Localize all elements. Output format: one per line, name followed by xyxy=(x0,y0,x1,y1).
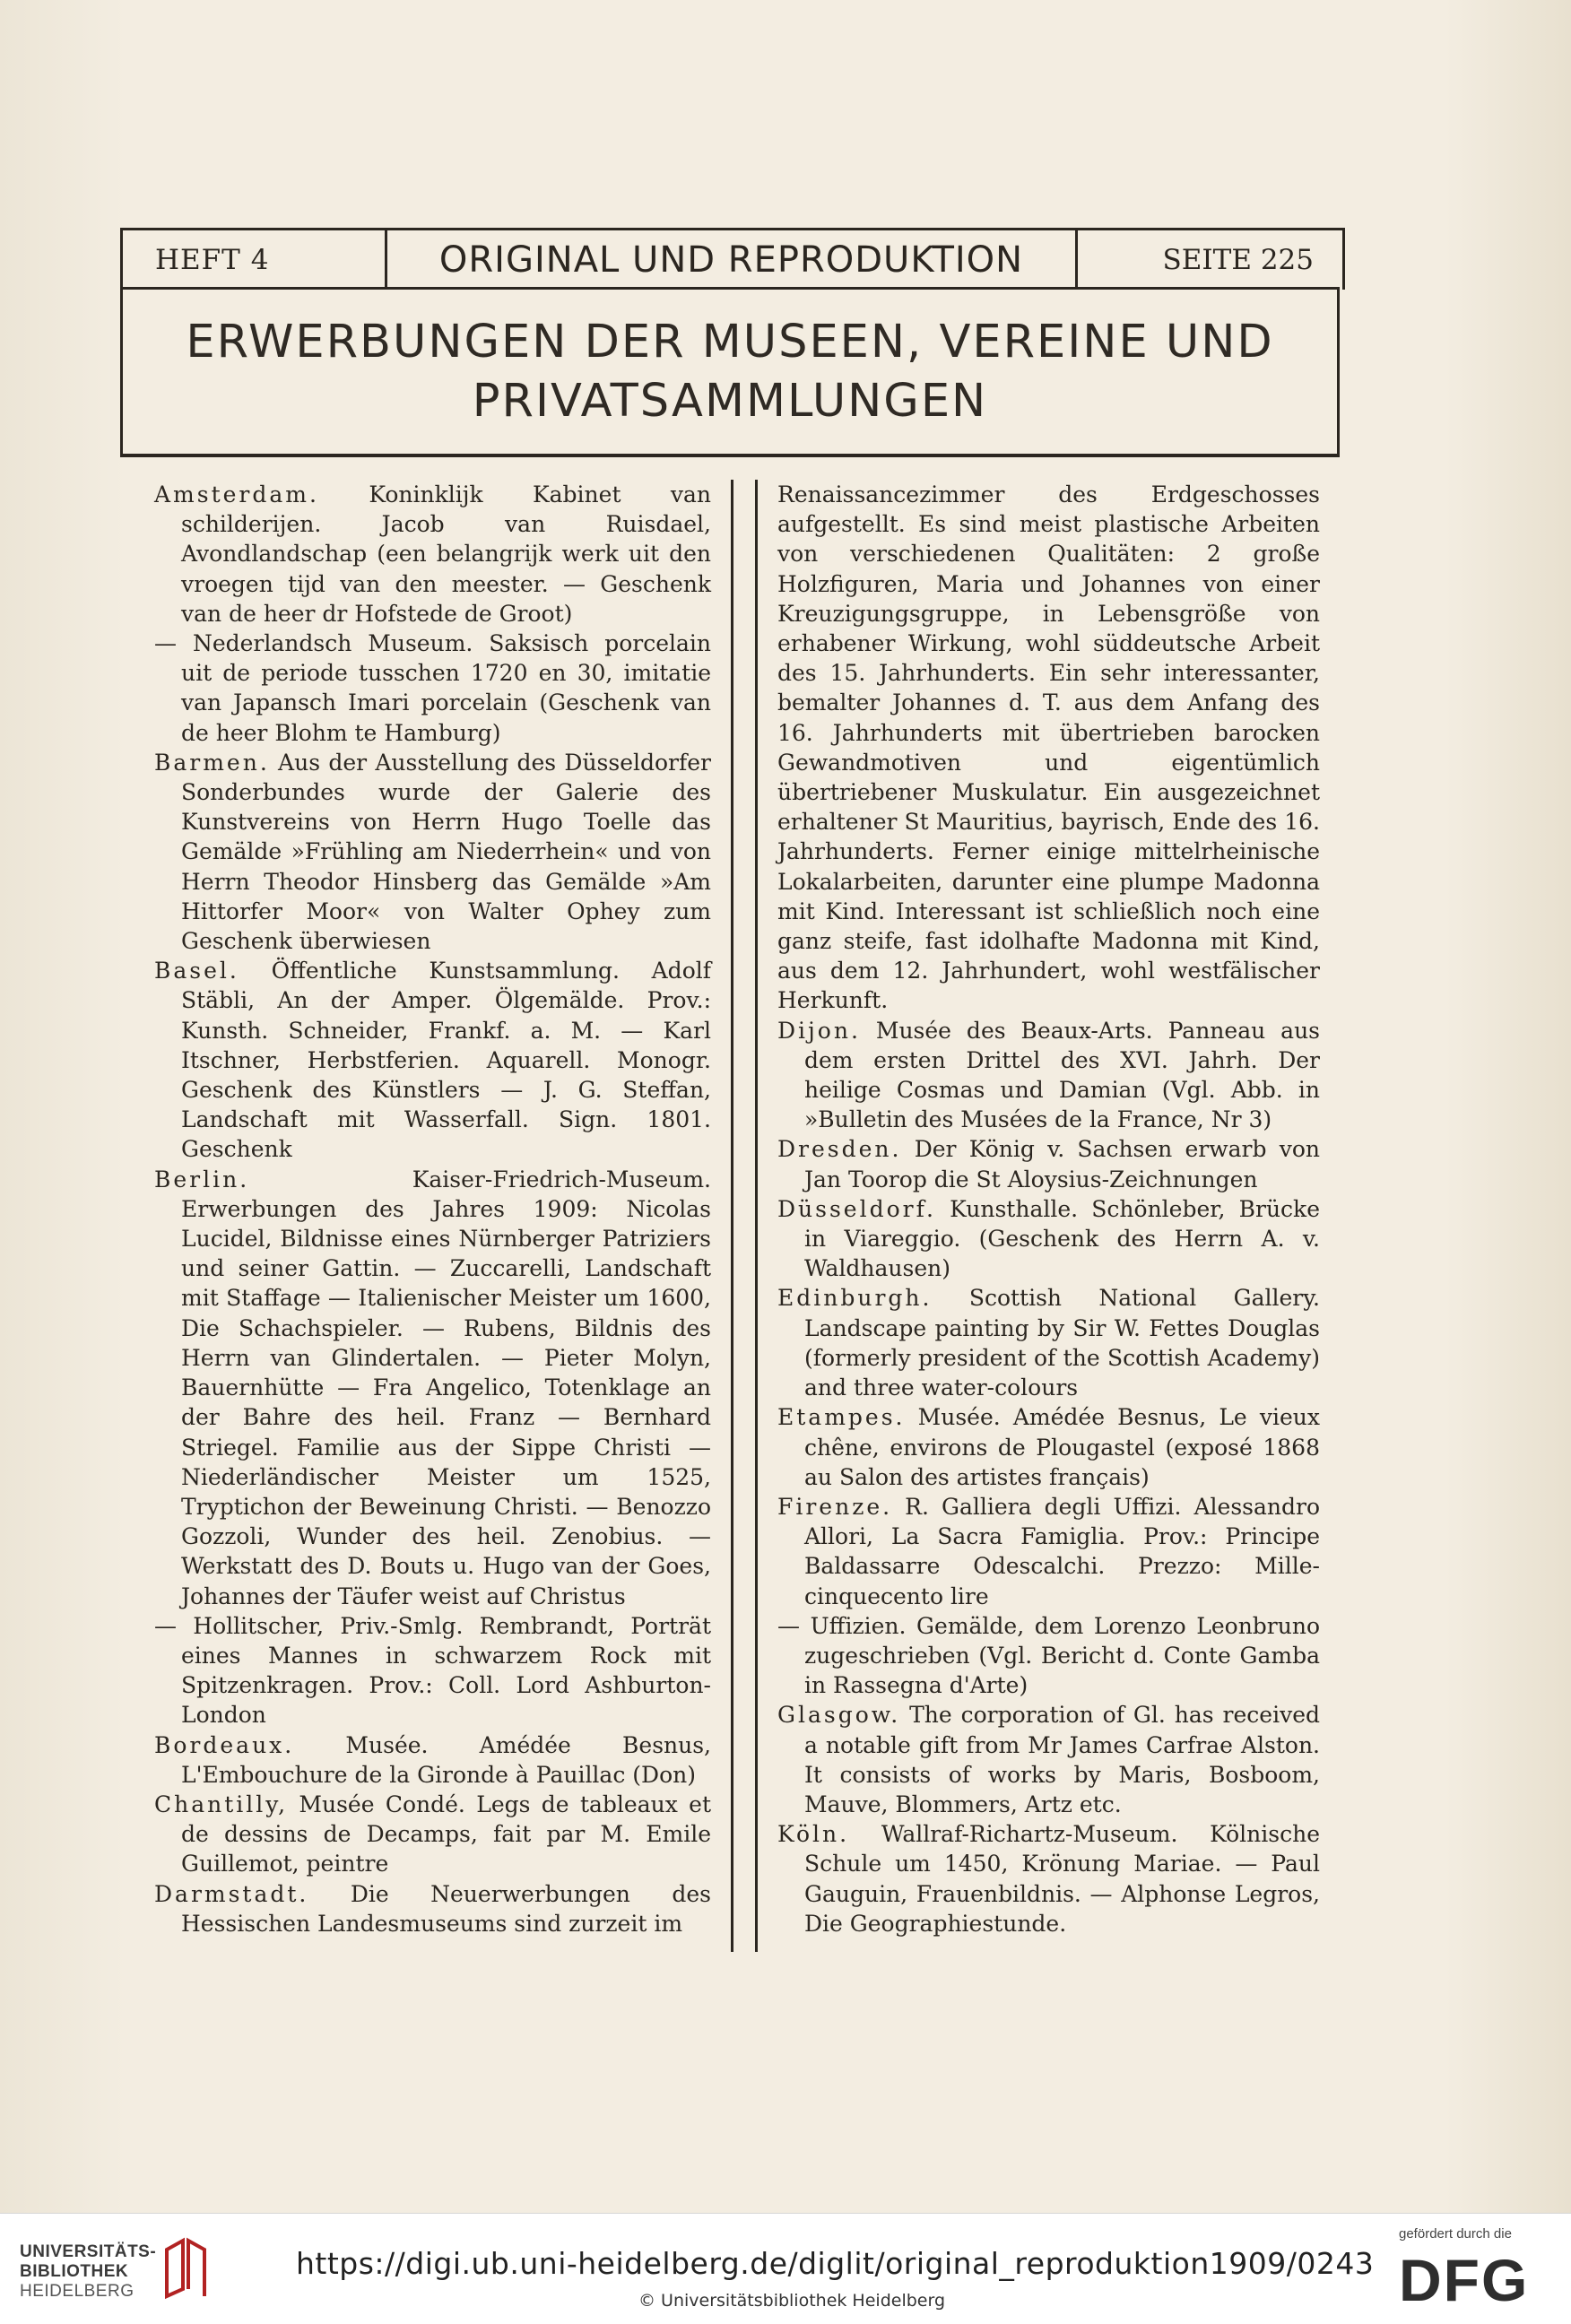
running-header xyxy=(120,228,1345,290)
entry-text: Kaiser-Friedrich-Museum. Erwerbungen des Jahres 1909: Nicolas Lucidel, Bildnisse eines Nürnberger Patriziers und seiner Gattin. — Zuccarelli, Landschaft mit Staffage — Italienischer Meister um 1600, Die Schachspieler. — Rubens, Bildnis des Herrn van Glindertalen. — Pieter Molyn, Bauernhütte — Fra Angelico, Totenklage an der Bahre des heil. Franz — Bernhard Striegel. Familie aus der Sippe Christi — Niederländischer Meister um 1525, Tryptichon der Beweinung Christi. — Benozzo Gozzoli, Wunder des heil. Zenobius. — Werkstatt des D. Bouts u. Hugo van der Goes, Johannes der Täufer weist auf Christus xyxy=(181,1166,711,1609)
library-name-line-1: UNIVERSITÄTS- xyxy=(20,2242,157,2261)
entry-text: — Hollitscher, Priv.-Smlg. Rembrandt, Porträt eines Mannes in schwarzem Rock mit Spitzenkragen. Prov.: Coll. Lord Ashburton-London xyxy=(154,1612,711,1729)
journal-title: ORIGINAL UND REPRODUKTION xyxy=(387,230,1078,290)
left-column xyxy=(154,480,733,1952)
entry-text: Musée des Beaux-Arts. Panneau aus dem ersten Drittel des XVI. Jahrh. Der heilige Cosmas und Damian (Vgl. Abb. in »Bulletin des Musées de la France, Nr 3) xyxy=(804,1017,1320,1133)
entry-place: Darmstadt. xyxy=(154,1880,309,1907)
library-name-line-3: HEIDELBERG xyxy=(20,2282,135,2301)
entry-text: Koninklijk Kabinet van schilderijen. Jacob van Ruisdael, Avondlandschap (een belangrijk werk uit den vroegen tijd van den meester. — Geschenk van de heer dr Hofstede de Groot) xyxy=(181,481,711,627)
entry-place: Dresden. xyxy=(777,1136,902,1163)
entry-place: Köln. xyxy=(777,1821,850,1848)
entry-place: Barmen. xyxy=(154,749,270,776)
list-item xyxy=(154,1165,711,1611)
issue-number: HEFT 4 xyxy=(123,230,387,290)
copyright-notice: © Universitätsbibliothek Heidelberg xyxy=(638,2291,946,2311)
entry-text: Der König v. Sachsen erwarb von Jan Toorop die St Aloysius-Zeichnungen xyxy=(804,1136,1320,1192)
list-item xyxy=(777,1283,1320,1402)
list-item xyxy=(777,1016,1320,1135)
entry-text: Musée. Amédée Besnus, L'Embouchure de la Gironde à Pauillac (Don) xyxy=(181,1731,711,1788)
list-item xyxy=(777,1134,1320,1193)
list-item xyxy=(777,480,1320,1016)
funder-note: gefördert durch die xyxy=(1399,2226,1512,2242)
entry-text: Musée Condé. Legs de tableaux et de dessins de Decamps, fait par M. Emile Guillemot, peintre xyxy=(181,1791,711,1877)
list-item xyxy=(777,1700,1320,1819)
list-item xyxy=(777,1492,1320,1611)
entry-place: Basel. xyxy=(154,958,239,984)
viewer-footer xyxy=(0,2213,1571,2324)
entry-text: Aus der Ausstellung des Düsseldorfer Sonderbundes wurde der Galerie des Kunstvereins von Herrn Hugo Toelle das Gemälde »Frühling am Niederrhein« und von Herrn Theodor Hinsberg das Gemälde »Am Hittorfer Moor« von Walter Ophey zum Geschenk überwiesen xyxy=(181,749,711,955)
entry-place: Chantilly, xyxy=(154,1791,289,1817)
page-number: SEITE 225 xyxy=(1162,244,1314,276)
entry-text: — Uffizien. Gemälde, dem Lorenzo Leonbruno zugeschrieben (Vgl. Bericht d. Conte Gamba in Rassegna d'Arte) xyxy=(777,1612,1320,1699)
list-item xyxy=(154,1611,711,1730)
permalink-url[interactable]: https://digi.ub.uni-heidelberg.de/diglit/original_reproduktion1909/0243 xyxy=(296,2246,1375,2281)
entry-text: Wallraf-Richartz-Museum. Kölnische Schule um 1450, Krönung Mariae. — Paul Gauguin, Frauenbildnis. — Alphonse Legros, Die Geographiestunde. xyxy=(804,1821,1320,1937)
entry-text: Öffentliche Kunstsammlung. Adolf Stäbli, An der Amper. Ölgemälde. Prov.: Kunsth. Schneider, Frankf. a. M. — Karl Itschner, Herbstferien. Aquarell. Monogr. Geschenk des Künstlers — J. G. Steffan, Landschaft mit Wasserfall. Sign. 1801. Geschenk xyxy=(181,958,711,1163)
list-item xyxy=(154,1790,711,1879)
entry-place: Etampes. xyxy=(777,1404,906,1431)
list-item xyxy=(154,1730,711,1790)
list-item xyxy=(154,748,711,956)
entry-place: Amsterdam. xyxy=(154,481,319,507)
heading-line-2: PRIVATSAMMLUNGEN xyxy=(472,374,988,428)
entry-place: Bordeaux. xyxy=(154,1731,295,1758)
right-column xyxy=(755,480,1320,1952)
heading-line-1: ERWERBUNGEN DER MUSEEN, VEREINE UND xyxy=(186,315,1274,369)
list-item xyxy=(777,1819,1320,1938)
dfg-logo[interactable]: DFG xyxy=(1399,2247,1530,2313)
entry-text: Kunsthalle. Schönleber, Brücke in Viareggio. (Geschenk des Herrn A. v. Waldhausen) xyxy=(804,1195,1320,1282)
entry-text: — Nederlandsch Museum. Saksisch porcelain uit de periode tusschen 1720 en 30, imitatie van Japansch Imari porcelain (Geschenk van de heer Blohm te Hamburg) xyxy=(154,630,711,746)
entry-text: R. Galliera degli Uffizi. Alessandro Allori, La Sacra Famiglia. Prov.: Principe Baldassarre Odescalchi. Prezzo: Mille-cinquecento lire xyxy=(804,1493,1320,1609)
entry-text: The corporation of Gl. has received a notable gift from Mr James Carfrae Alston. It consists of works by Maris, Bosboom, Mauve, Blommers, Artz etc. xyxy=(804,1702,1320,1817)
entry-place: Düsseldorf. xyxy=(777,1195,936,1222)
list-item xyxy=(777,1402,1320,1492)
entry-text: Renaissancezimmer des Erdgeschosses aufgestellt. Es sind meist plastische Arbeiten von verschiedenen Qualitäten: 2 große Holzfiguren, Maria und Johannes von einer Kreuzigungsgruppe, in Lebensgröße von erhabener Wirkung, wohl süddeutsche Arbeit des 15. Jahrhunderts. Ein sehr interessanter, bemalter Johannes d. T. aus dem Anfang des 16. Jahrhunderts mit übertrieben barocken Gewandmotiven und eigentümlich übertriebener Muskulatur. Ein ausgezeichnet erhaltener St Mauritius, bayrisch, Ende des 16. Jahrhunderts. Ferner einige mittelrheinische Lokalarbeiten, darunter eine plumpe Madonna mit Kind. Interessant ist schließlich noch eine ganz steife, fast idolhafte Madonna mit Kind, aus dem 12. Jahrhundert, wohl westfälischer Herkunft. xyxy=(777,481,1320,1014)
list-item xyxy=(154,1879,711,1938)
list-item xyxy=(777,1611,1320,1701)
section-heading xyxy=(120,287,1340,457)
list-item xyxy=(154,629,711,748)
entry-place: Edinburgh. xyxy=(777,1285,933,1312)
entry-text: Musée. Amédée Besnus, Le vieux chêne, environs de Plougastel (exposé 1868 au Salon des artistes français) xyxy=(804,1404,1320,1490)
list-item xyxy=(154,956,711,1164)
entry-text: Scottish National Gallery. Landscape painting by Sir W. Fettes Douglas (formerly president of the Scottish Academy) and three water-colours xyxy=(804,1285,1320,1401)
library-name-line-2: BIBLIOTHEK xyxy=(20,2262,129,2281)
library-logo[interactable] xyxy=(20,2242,156,2302)
entry-text: Die Neuerwerbungen des Hessischen Landesmuseums sind zurzeit im xyxy=(181,1880,711,1937)
list-item xyxy=(154,480,711,629)
entry-place: Firenze. xyxy=(777,1493,893,1520)
library-emblem-icon xyxy=(158,2233,212,2305)
entry-place: Dijon. xyxy=(777,1017,861,1044)
entry-place: Glasgow. xyxy=(777,1702,901,1729)
entry-place: Berlin. xyxy=(154,1166,250,1192)
list-item xyxy=(777,1194,1320,1284)
